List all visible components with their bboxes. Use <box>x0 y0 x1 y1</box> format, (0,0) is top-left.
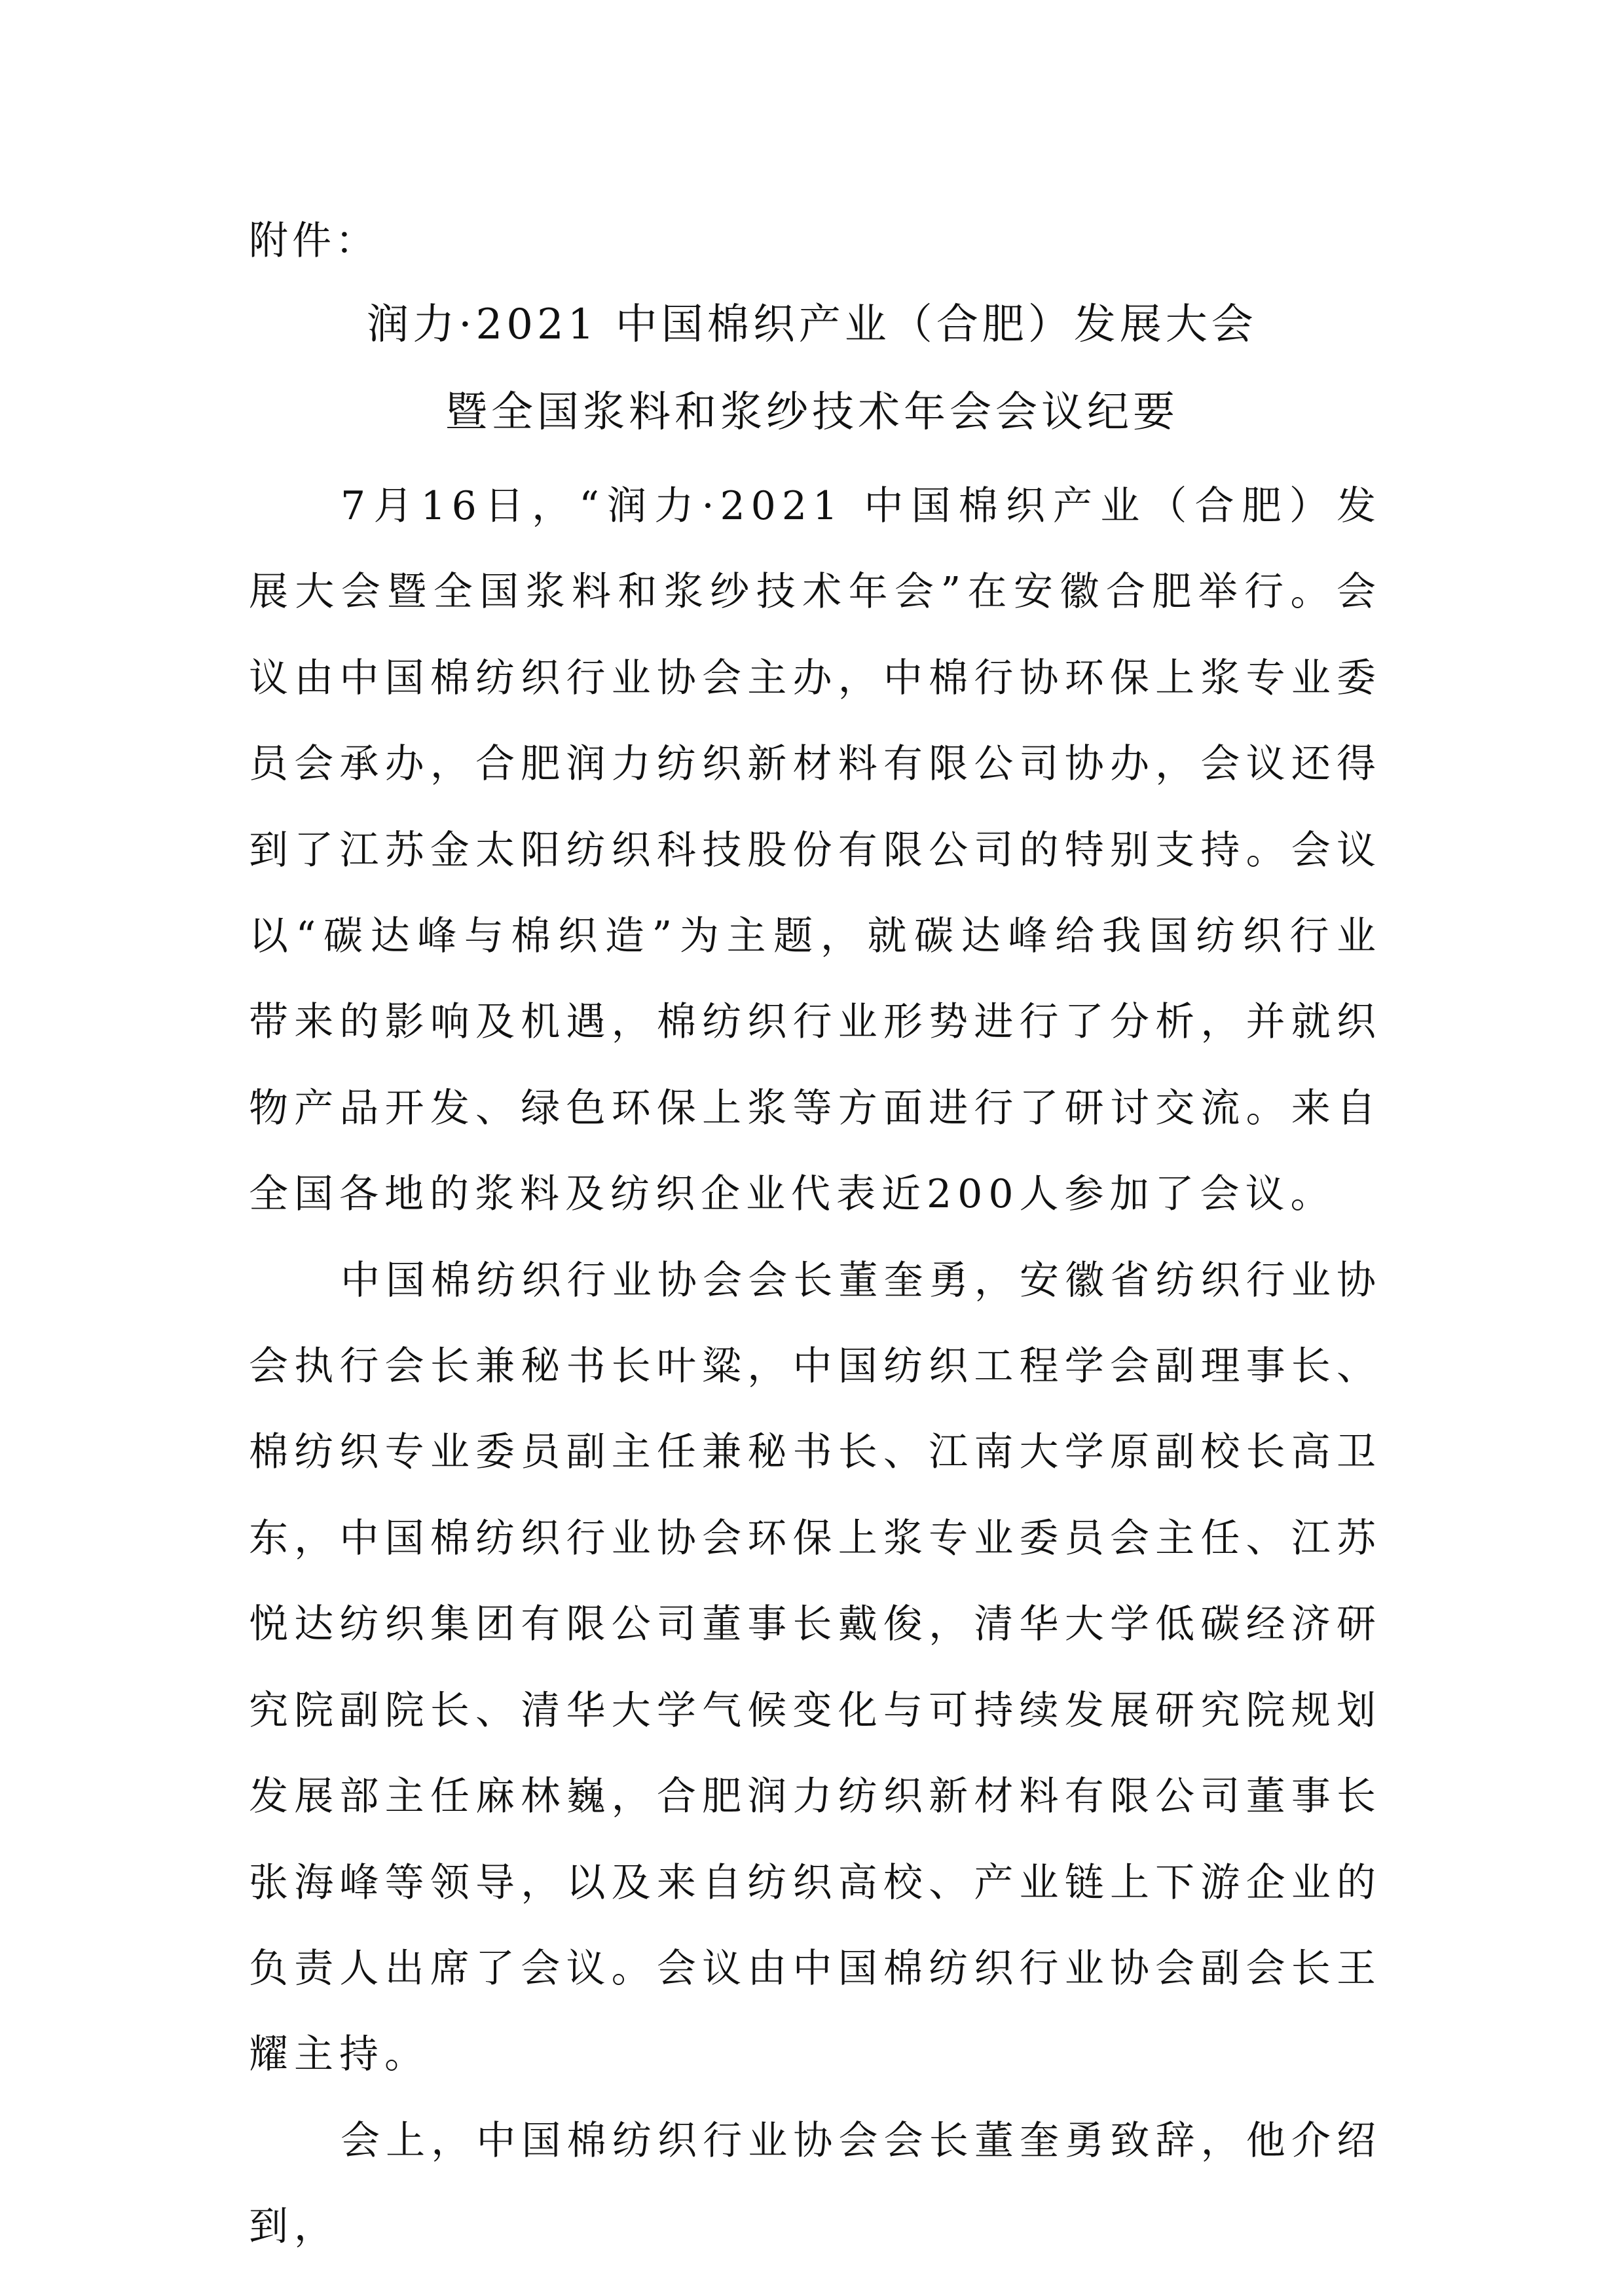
document-title-line-2: 暨全国浆料和浆纱技术年会会议纪要 <box>445 388 1179 437</box>
body-paragraph: 7月16日，“润力·2021 中国棉织产业（合肥）发展大会暨全国浆料和浆纱技术年会”在安徽合肥举行。会议由中国棉纺织行业协会主办，中棉行协环保上浆专业委员会承办，合肥润力纺织新材料有限公司协办，会议还得到了江苏金太阳纺织科技股份有限公司的特别支持。会议以“碳达峰与棉织造”为主题，就碳达峰给我国纺织行业带来的影响及机遇，棉纺织行业形势进行了分析，并就织物产品开发、绿色环保上浆等方面进行了研讨交流。来自全国各地的浆料及纺织企业代表近200人参加了会议。 <box>249 483 1382 1218</box>
document-title-line-1: 润力·2021 中国棉织产业（合肥）发展大会 <box>367 301 1257 349</box>
attachment-label: 附件： <box>249 218 378 264</box>
body-paragraph: 会上，中国棉纺织行业协会会长董奎勇致辞，他介绍到， <box>249 2117 1382 2250</box>
body-paragraph: 中国棉纺织行业协会会长董奎勇，安徽省纺织行业协会执行会长兼秘书长叶粱，中国纺织工程学会副理事长、棉纺织专业委员副主任兼秘书长、江南大学原副校长高卫东，中国棉纺织行业协会环保上浆专业委员会主任、江苏悦达纺织集团有限公司董事长戴俊，清华大学低碳经济研究院副院长、清华大学气候变化与可持续发展研究院规划发展部主任麻林巍，合肥润力纺织新材料有限公司董事长张海峰等领导，以及来自纺织高校、产业链上下游企业的负责人出席了会议。会议由中国棉纺织行业协会副会长王耀主持。 <box>249 1257 1382 2078</box>
document-body <box>249 464 1382 2270</box>
